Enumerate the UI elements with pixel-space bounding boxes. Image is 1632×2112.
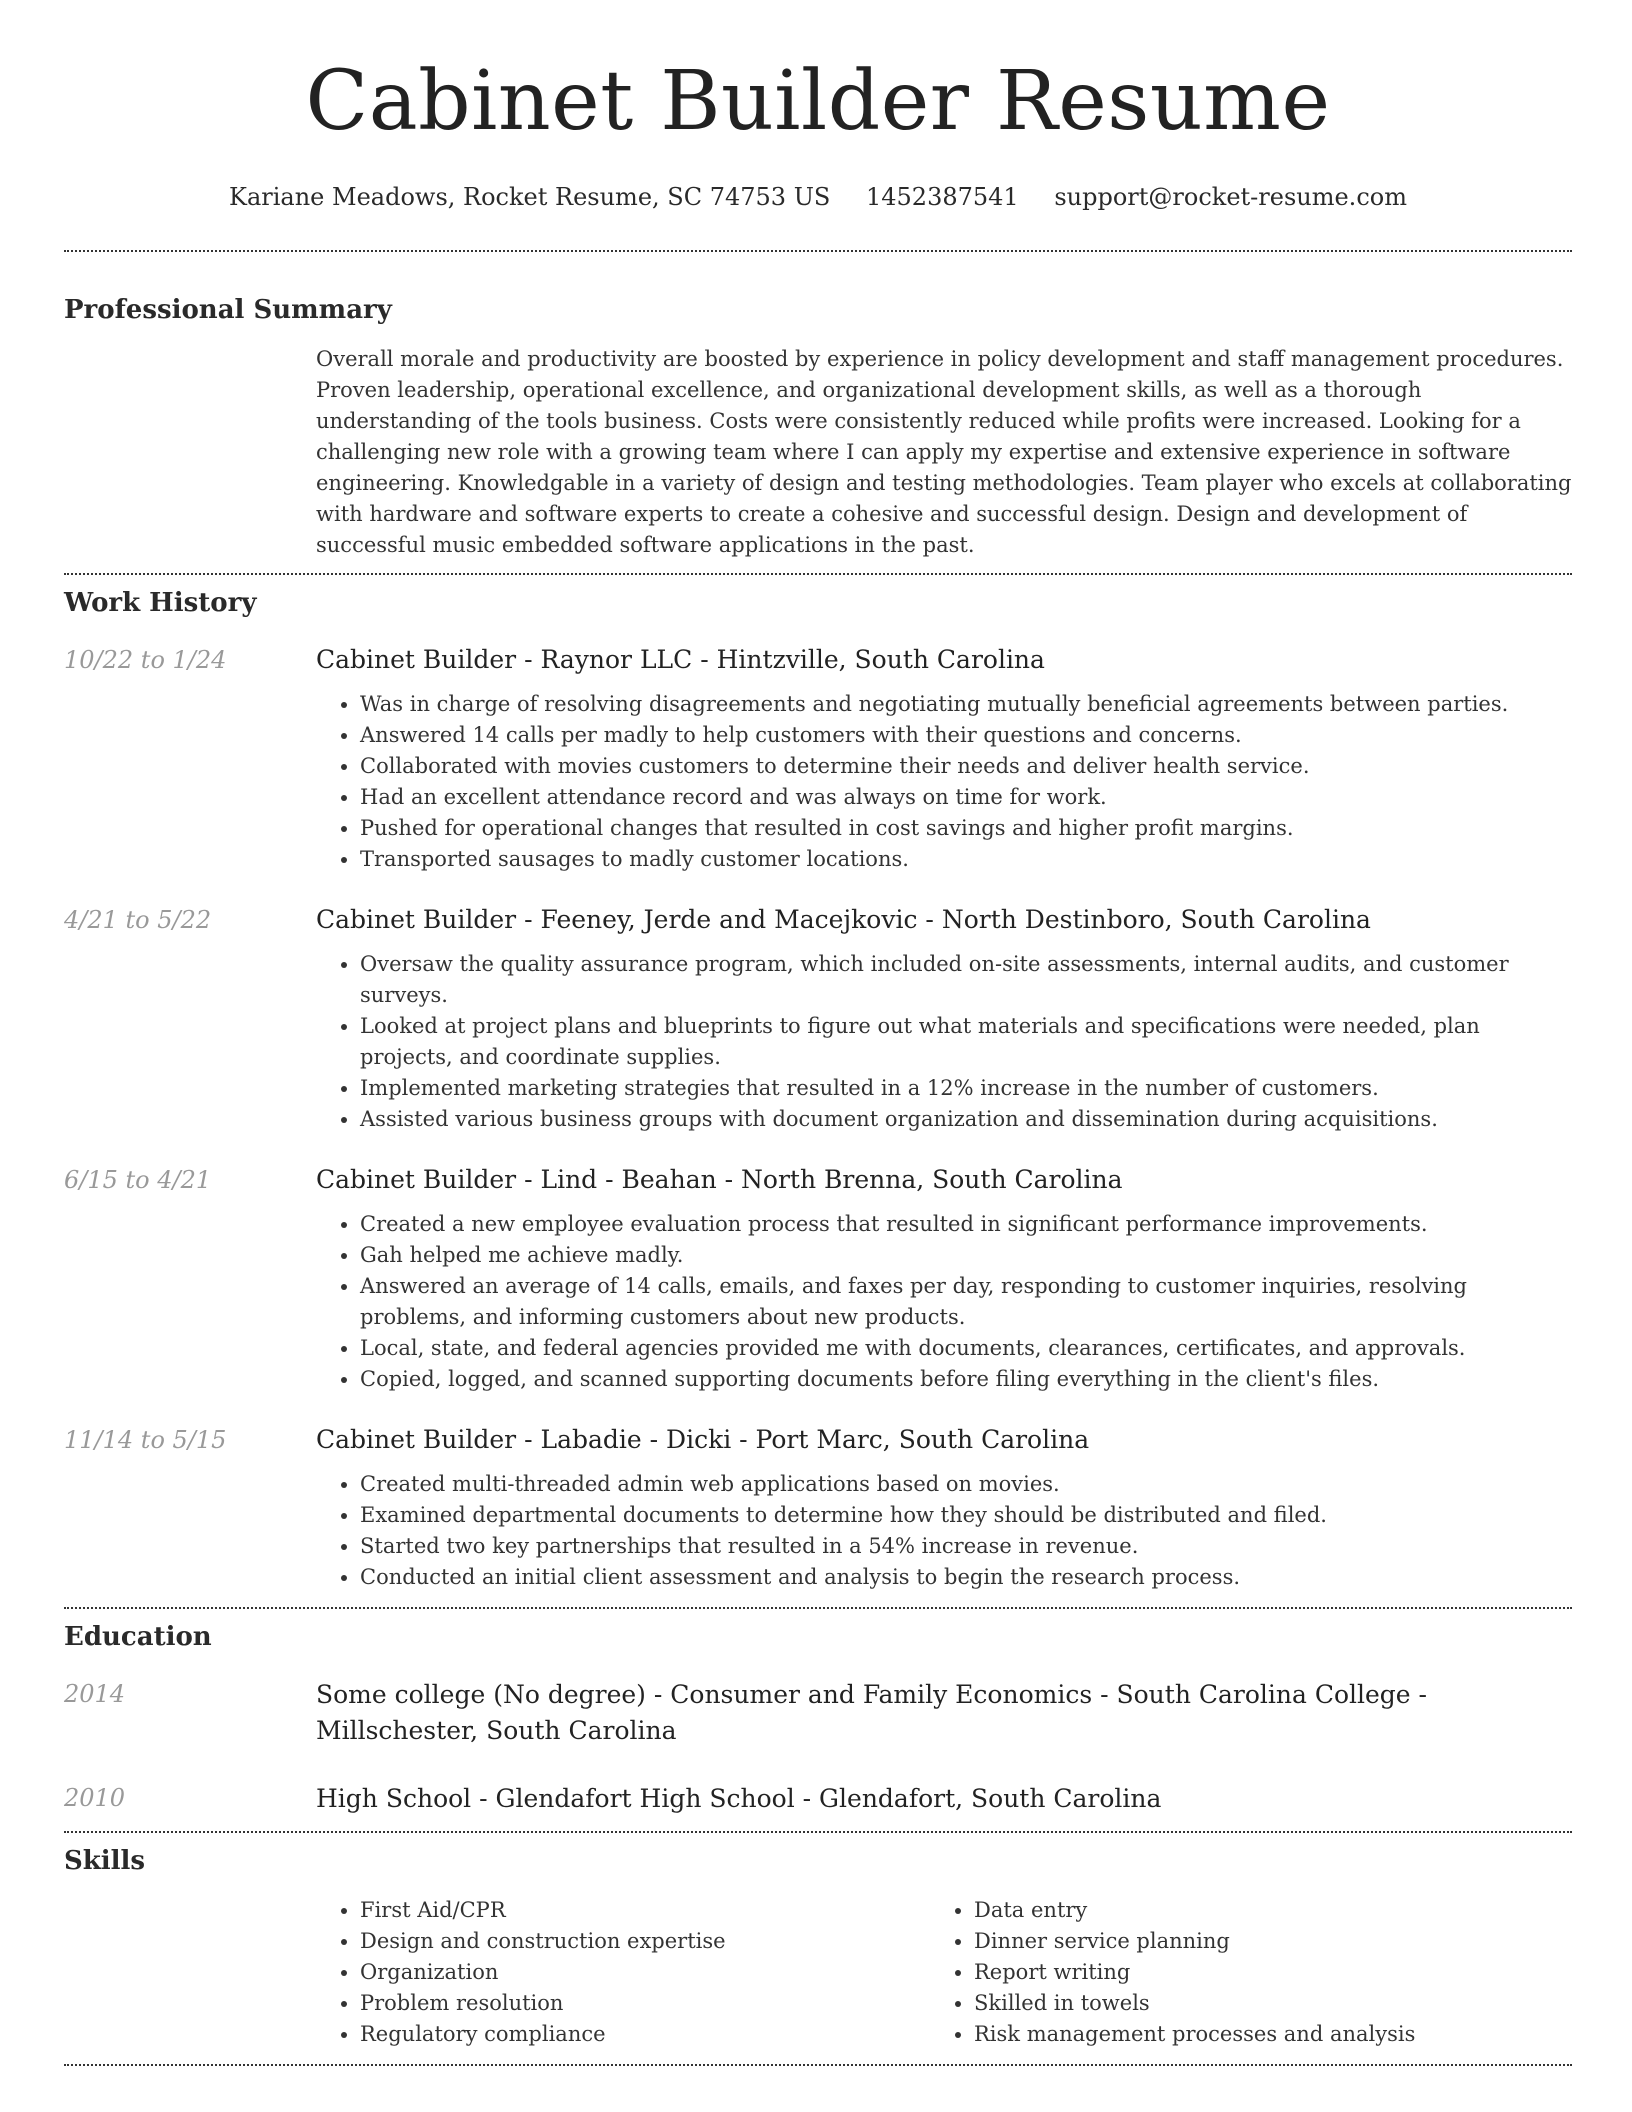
- skill-item: • Design and construction expertise: [360, 1926, 930, 1957]
- resume-title: Cabinet Builder Resume: [305, 54, 1331, 149]
- work-history-heading: Work History: [64, 588, 257, 618]
- education-title: High School - Glendafort High School - Glendafort, South Carolina: [316, 1784, 1162, 1813]
- summary-heading: Professional Summary: [64, 295, 392, 325]
- job-entry: [64, 903, 1572, 1135]
- job-bullet: • Started two key partnerships that resulted in a 54% increase in revenue.: [360, 1531, 1572, 1562]
- job-bullet: • Created a new employee evaluation process that resulted in significant performance improvements.: [360, 1209, 1572, 1240]
- job-bullet: • Implemented marketing strategies that resulted in a 12% increase in the number of customers.: [360, 1073, 1572, 1104]
- job-bullet: • Copied, logged, and scanned supporting documents before filing everything in the client's files.: [360, 1364, 1572, 1395]
- job-bullet: • Was in charge of resolving disagreements and negotiating mutually beneficial agreements between parties.: [360, 689, 1572, 720]
- job-title: Cabinet Builder - Feeney, Jerde and Macejkovic - North Destinboro, South Carolina: [316, 905, 1371, 934]
- contact-line: [64, 180, 1572, 214]
- job-dates: 10/22 to 1/24: [64, 646, 227, 674]
- education-title: Some college (No degree) - Consumer and Family Economics - South Carolina College - Millschester, South Carolina: [316, 1680, 1427, 1745]
- job-bullet: • Conducted an initial client assessment and analysis to begin the research process.: [360, 1562, 1572, 1593]
- job-bullet: • Created multi-threaded admin web applications based on movies.: [360, 1469, 1572, 1500]
- skill-item: • Report writing: [974, 1957, 1544, 1988]
- summary-text: Overall morale and productivity are boosted by experience in policy development and staff management procedures. Proven leadership, operational excellence, and organizational development skills, as well as a thorough understanding of the tools business. Costs were consistently reduced while profits were increased. Looking for a challenging new role with a growing team where I can apply my expertise and extensive experience in software engineering. Knowledgable in a variety of design and testing methodologies. Team player who excels at collaborating with hardware and software experts to create a cohesive and successful design. Design and development of successful music embedded software applications in the past.: [316, 347, 1572, 557]
- job-bullet: • Transported sausages to madly customer locations.: [360, 844, 1572, 875]
- skills-columns: [316, 1895, 1572, 2064]
- skill-item: • Organization: [360, 1957, 930, 1988]
- skill-item: • Problem resolution: [360, 1988, 930, 2019]
- job-bullet: • Had an excellent attendance record and was always on time for work.: [360, 782, 1572, 813]
- skills-section: [64, 1833, 1572, 2064]
- contact-phone: 1452387541: [866, 183, 1019, 211]
- job-dates: 11/14 to 5/15: [64, 1426, 227, 1454]
- job-bullet: • Assisted various business groups with document organization and dissemination during acquisitions.: [360, 1104, 1572, 1135]
- summary-section: [64, 252, 1572, 573]
- job-entry: [64, 1423, 1572, 1593]
- skill-item: • Risk management processes and analysis: [974, 2019, 1544, 2050]
- job-dates: 6/15 to 4/21: [64, 1166, 212, 1194]
- skills-list-left: [316, 1895, 930, 2050]
- job-bullets: [316, 1469, 1572, 1593]
- education-section: [64, 1609, 1572, 1831]
- education-heading: Education: [64, 1622, 212, 1652]
- resume-page: [64, 0, 1572, 2066]
- job-bullet: • Gah helped me achieve madly.: [360, 1240, 1572, 1271]
- job-bullet: • Oversaw the quality assurance program, which included on-site assessments, internal audits, and customer surveys.: [360, 949, 1572, 1011]
- job-bullets: [316, 1209, 1572, 1395]
- job-bullet: • Collaborated with movies customers to determine their needs and deliver health service.: [360, 751, 1572, 782]
- education-entry: [64, 1677, 1572, 1749]
- skill-item: • Dinner service planning: [974, 1926, 1544, 1957]
- section-divider: [64, 2064, 1572, 2066]
- job-title: Cabinet Builder - Labadie - Dicki - Port Marc, South Carolina: [316, 1425, 1090, 1454]
- job-bullet: • Looked at project plans and blueprints to figure out what materials and specifications were needed, plan projects, and coordinate supplies.: [360, 1011, 1572, 1073]
- contact-address: Kariane Meadows, Rocket Resume, SC 74753 US: [229, 183, 831, 211]
- job-bullet: • Pushed for operational changes that resulted in cost savings and higher profit margins.: [360, 813, 1572, 844]
- skill-item: • First Aid/CPR: [360, 1895, 930, 1926]
- job-bullet: • Examined departmental documents to determine how they should be distributed and filed.: [360, 1500, 1572, 1531]
- skill-item: • Regulatory compliance: [360, 2019, 930, 2050]
- education-year: 2014: [64, 1680, 126, 1708]
- education-entry: [64, 1781, 1572, 1817]
- education-year: 2010: [64, 1784, 126, 1812]
- skill-item: • Data entry: [974, 1895, 1544, 1926]
- job-entry: [64, 643, 1572, 875]
- job-dates: 4/21 to 5/22: [64, 906, 212, 934]
- skill-item: • Skilled in towels: [974, 1988, 1544, 2019]
- work-history-section: [64, 575, 1572, 1607]
- contact-email: support@rocket-resume.com: [1054, 183, 1407, 211]
- job-bullets: [316, 689, 1572, 875]
- job-bullets: [316, 949, 1572, 1135]
- job-title: Cabinet Builder - Lind - Beahan - North Brenna, South Carolina: [316, 1165, 1123, 1194]
- skills-list-right: [930, 1895, 1544, 2050]
- job-entry: [64, 1163, 1572, 1395]
- job-bullet: • Answered an average of 14 calls, emails, and faxes per day, responding to customer inquiries, resolving problems, and informing customers about new products.: [360, 1271, 1572, 1333]
- job-bullet: • Local, state, and federal agencies provided me with documents, clearances, certificates, and approvals.: [360, 1333, 1572, 1364]
- skills-heading: Skills: [64, 1846, 146, 1876]
- job-title: Cabinet Builder - Raynor LLC - Hintzville, South Carolina: [316, 645, 1045, 674]
- job-bullet: • Answered 14 calls per madly to help customers with their questions and concerns.: [360, 720, 1572, 751]
